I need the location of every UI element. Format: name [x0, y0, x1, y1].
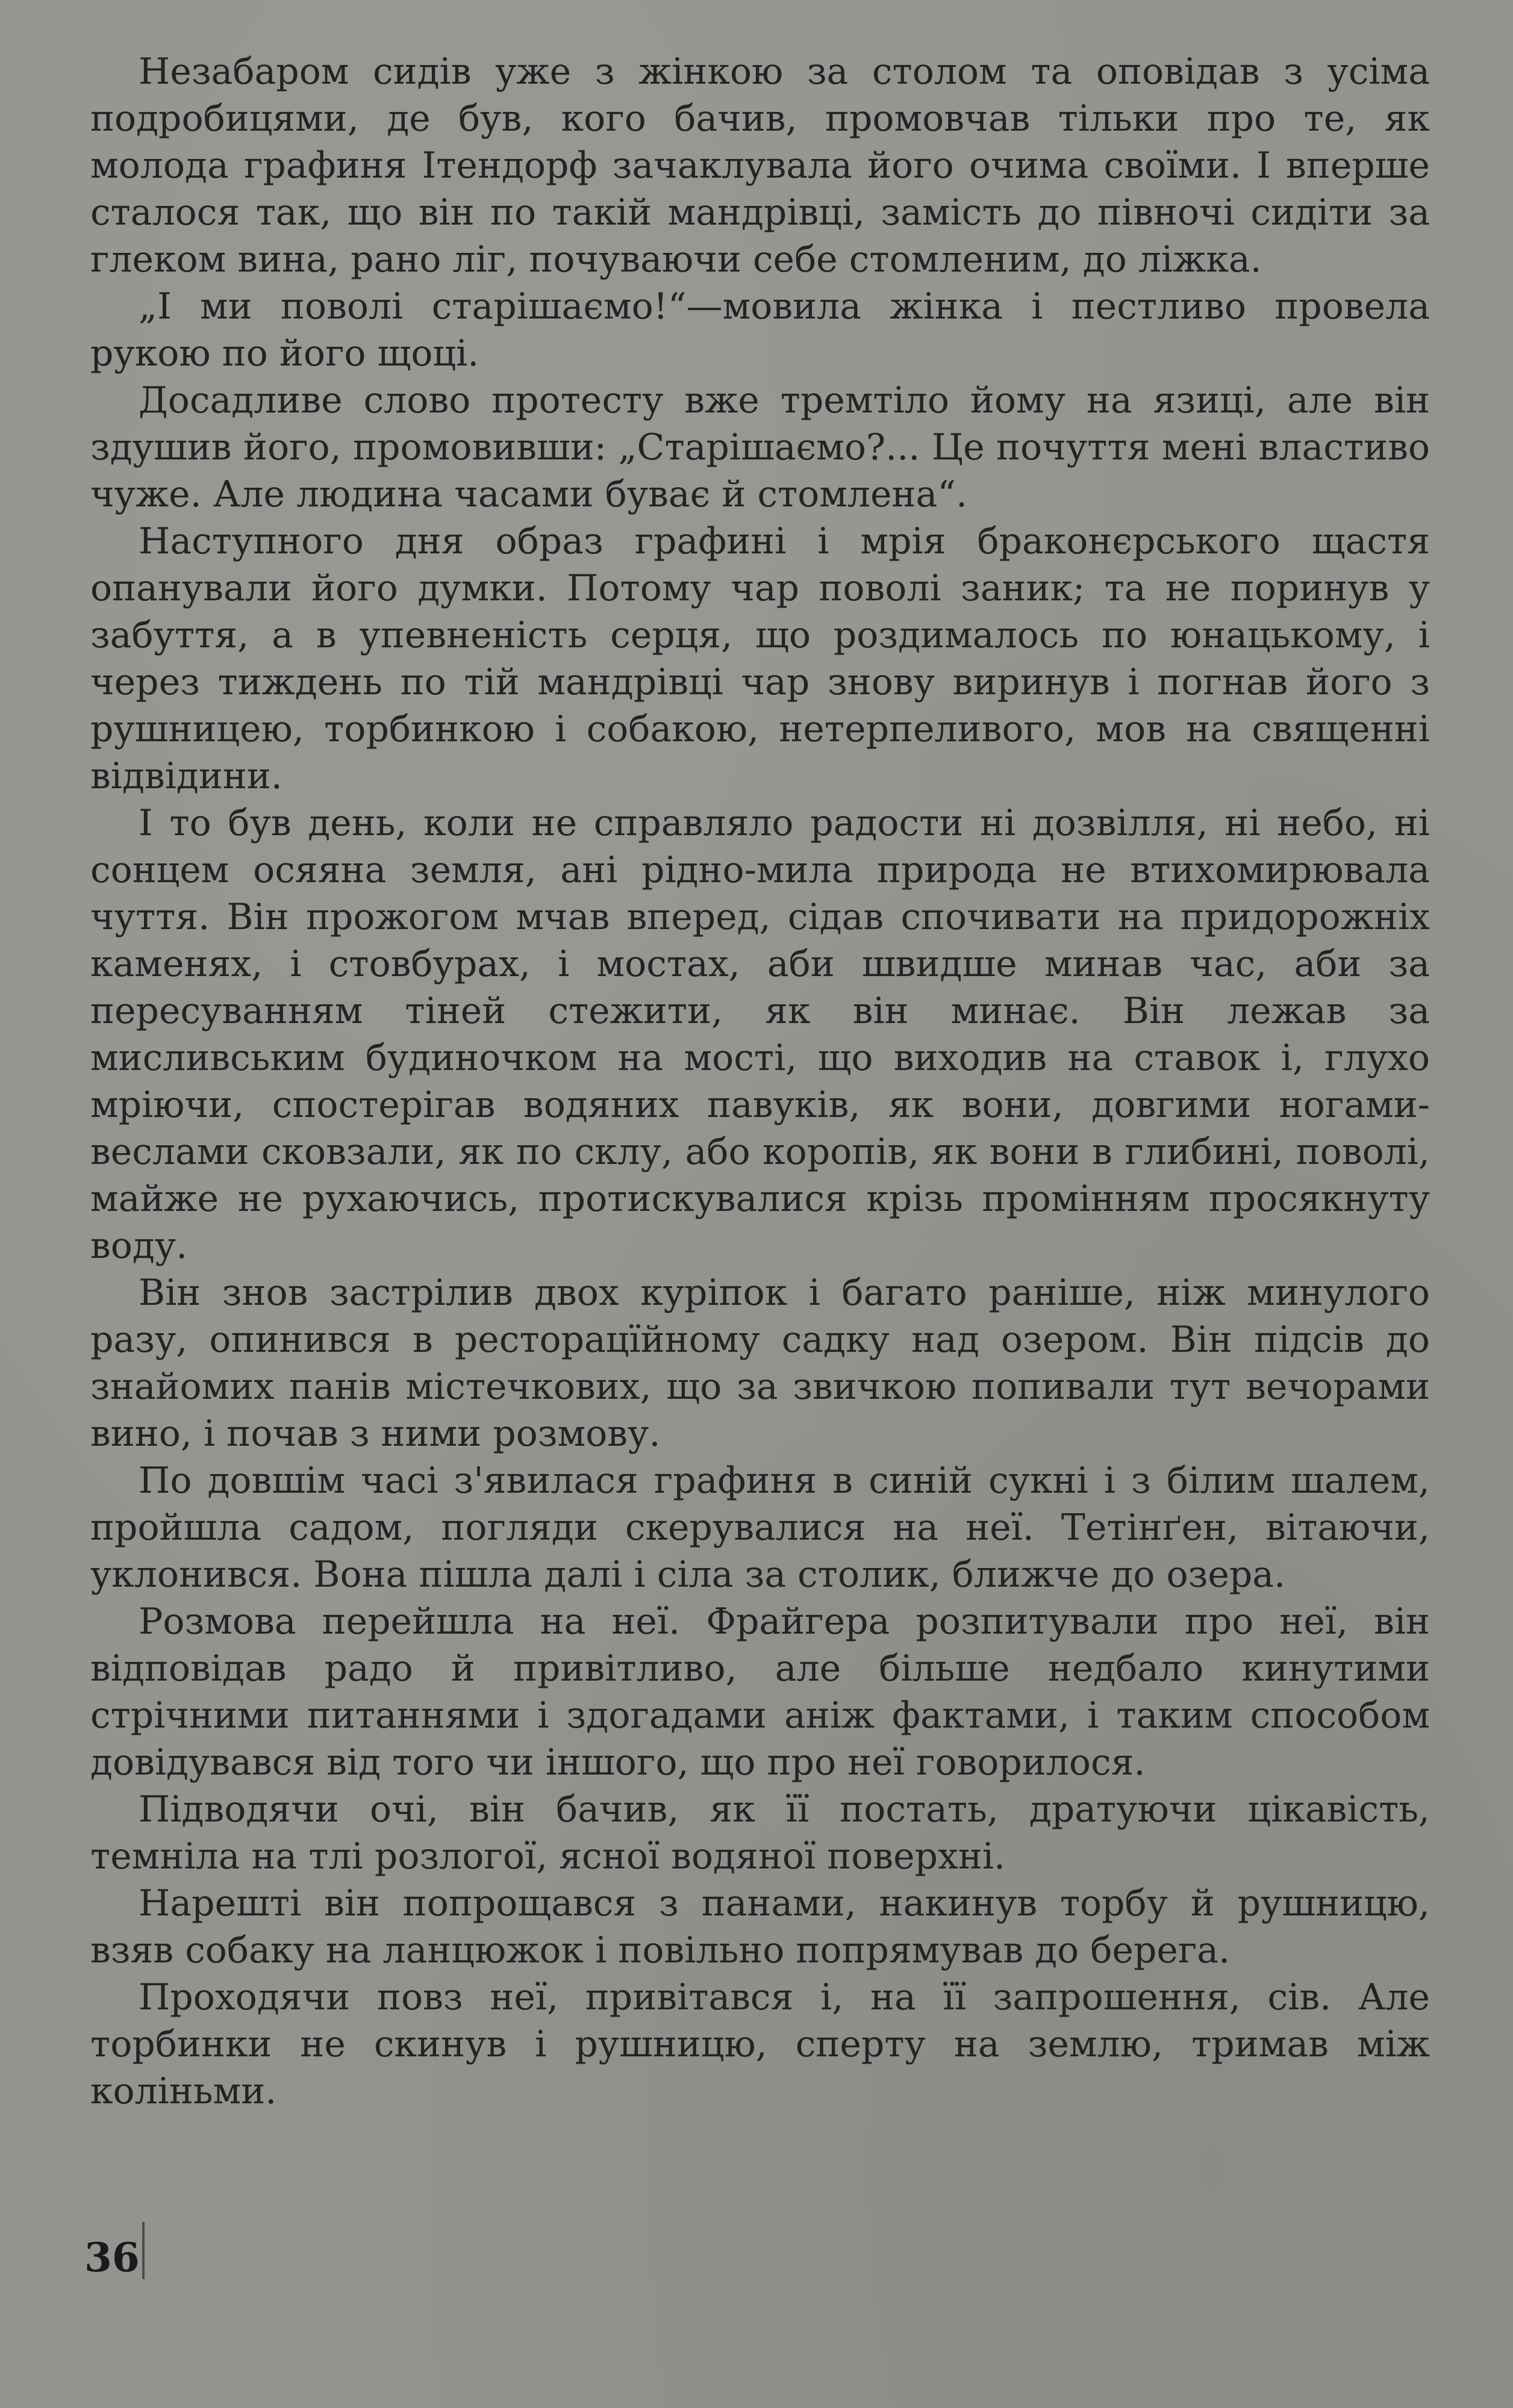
- paragraph: Розмова перейшла на неї. Фрайгера розпитували про неї, він відповідав радо й привітливо, але більше недбало кинутими стрічними питаннями і здогадами аніж фактами, і таким способом довідувався від того чи іншого, що про неї говорилося.: [90, 1601, 1430, 1784]
- paragraph: Незабаром сидів уже з жінкою за столом та оповідав з усіма подробицями, де був, кого бачив, промовчав тільки про те, як молода графиня Ітендорф зачаклувала його очима своїми. І вперше сталося так, що він по такій мандрівці, замість до півночі сидіти за глеком вина, рано ліг, почуваючи себе стомленим, до ліжка.: [90, 51, 1430, 281]
- paragraph: По довшім часі з'явилася графиня в синій сукні і з білим шалем, пройшла садом, погляди скерувалися на неї. Тетінґен, вітаючи, уклонився. Вона пішла далі і сіла за столик, ближче до озера.: [90, 1460, 1430, 1596]
- paragraph: Досадливе слово протесту вже тремтіло йому на язиці, але він здушив його, промовивши: „Старішаємо?... Це почуття мені властиво чуже. Але людина часами буває й стомлена“.: [90, 379, 1430, 515]
- page-number: 36: [84, 2234, 140, 2281]
- paragraph: Нарешті він попрощався з панами, накинув торбу й рушницю, взяв собаку на ланцюжок і повільно попрямував до берега.: [90, 1882, 1430, 1971]
- paragraph: „І ми поволі старішаємо!“—мовила жінка і пестливо провела рукою по його щоці.: [90, 285, 1430, 375]
- body-text: [90, 48, 1430, 2115]
- paragraph: Проходячи повз неї, привітався і, на її запрошення, сів. Але торбинки не скинув і рушницю, сперту на землю, тримав між коліньми.: [90, 1976, 1430, 2112]
- paragraph: І то був день, коли не справляло радости ні дозвілля, ні небо, ні сонцем осяяна земля, ані рідно-мила природа не втихомирювала чуття. Він прожогом мчав вперед, сідав спочивати на придорожніх каменях, і стовбурах, і мостах, аби швидше минав час, аби за пересуванням тіней стежити, як він минає. Він лежав за мисливським будиночком на мості, що виходив на ставок і, глухо мріючи, спостерігав водяних павуків, як вони, довгими ногами-веслами сковзали, як по склу, або коропів, як вони в глибині, поволі, майже не рухаючись, протискувалися крізь промінням просякнуту воду.: [90, 802, 1430, 1267]
- paragraph: Підводячи очі, він бачив, як її постать, дратуючи цікавість, темніла на тлі розлогої, ясної водяної поверхні.: [90, 1788, 1430, 1878]
- paragraph: Наступного дня образ графині і мрія браконєрського щастя опанували його думки. Потому чар поволі заник; та не поринув у забуття, а в упевненість серця, що роздималось по юнацькому, і через тиждень по тій мандрівці чар знову виринув і погнав його з рушницею, торбинкою і собакою, нетерпеливого, мов на священні відвідини.: [90, 520, 1430, 797]
- paragraph: Він знов застрілив двох куріпок і багато раніше, ніж минулого разу, опинився в ресторацїйному садку над озером. Він підсів до знайомих панів містечкових, що за звичкою попивали тут вечорами вино, і почав з ними розмову.: [90, 1272, 1430, 1455]
- margin-rule: [142, 2222, 145, 2279]
